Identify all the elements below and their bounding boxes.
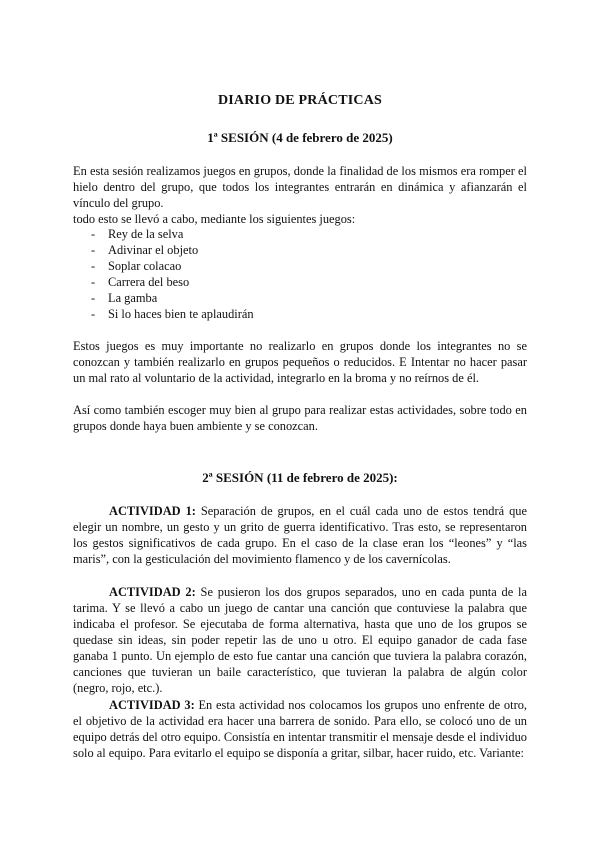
activity-1-label: ACTIVIDAD 1: [109,504,196,518]
dash-bullet: - [91,227,96,241]
list-item [91,307,471,323]
dash-bullet: - [91,258,96,273]
list-item [91,291,471,307]
list-item [91,227,471,243]
session-1-heading: 1ª SESIÓN (4 de febrero de 2025) [207,130,393,145]
dash-bullet: - [91,242,96,257]
session-1-paragraph-3: Así como también escoger muy bien al grupo para realizar estas actividades, sobre todo en grupos donde haya buen ambiente y se conozcan. [73,403,527,433]
activity-1-paragraph [73,503,527,567]
activity-3-paragraph [73,697,527,761]
dash-bullet: - [91,306,96,321]
game-name: La gamba [108,290,158,305]
list-item [91,243,471,259]
session-1-intro: En esta sesión realizamos juegos en grupos, donde la finalidad de los mismos era romper el hielo dentro del grupo, que todos los integrantes entrarán en dinámica y afianzarán el vínculo del grupo. [73,164,527,210]
list-item [91,275,471,291]
dash-bullet: - [91,274,96,289]
game-name: Carrera del beso [108,274,190,289]
game-name: Si lo haces bien te aplaudirán [108,306,254,321]
session-1-intro-continued: todo esto se llevó a cabo, mediante los siguientes juegos: [73,212,356,226]
games-list [91,227,471,322]
game-name: Soplar colacao [108,258,182,273]
session-2-heading: 2ª SESIÓN (11 de febrero de 2025): [202,470,398,485]
document-title: DIARIO DE PRÁCTICAS [217,93,383,108]
game-name: Adivinar el objeto [108,242,199,257]
activity-2-label: ACTIVIDAD 2: [109,585,196,599]
activity-3-text: En esta actividad nos colocamos los grupos uno enfrente de otro, el objetivo de la actividad era hacer una barrera de sonido. Para ello, se colocó uno de un equipo detrás del otro equipo. Consistía en intentar transmitir el mensaje desde el individuo solo al equipo. Para evitarlo el equipo se disponía a gritar, silbar, hacer ruido, etc. Variante: [73,698,527,760]
dash-bullet: - [91,290,96,305]
activity-2-paragraph [73,584,527,696]
activity-1-text: Separación de grupos, en el cuál cada uno de estos tendrá que elegir un nombre, un gesto y un grito de guerra identificativo. Tras esto, se representaron los gestos significativos de cada grupo. En el caso de la clase eran los “leones” y “las maris”, con la gesticulación del movimiento flamenco y de los cavernícolas. [73,504,527,566]
list-item [91,259,471,275]
activity-2-text: Se pusieron los dos grupos separados, uno en cada punta de la tarima. Y se llevó a cabo un juego de cantar una canción que contuviese la palabra que indicaba el profesor. Se ejecutaba de forma alternativa, hasta que uno de los grupos se quedase sin ideas, sin poder repetir las de uno u otro. El equipo ganador de cada fase ganaba 1 punto. Un ejemplo de esto fue cantar una canción que tuviera la palabra corazón, canciones que tuvieran un baile característico, que tuvieran la palabra de algún color (negro, rojo, etc.). [73,585,527,695]
activity-3-label: ACTIVIDAD 3: [109,698,195,712]
session-1-paragraph-2: Estos juegos es muy importante no realizarlo en grupos donde los integrantes no se conozcan y también realizarlo en grupos pequeños o reducidos. E Intentar no hacer pasar un mal rato al voluntario de la actividad, integrarlo en la broma y no reírnos de él. [73,339,527,385]
game-name: Rey de la selva [108,227,184,241]
